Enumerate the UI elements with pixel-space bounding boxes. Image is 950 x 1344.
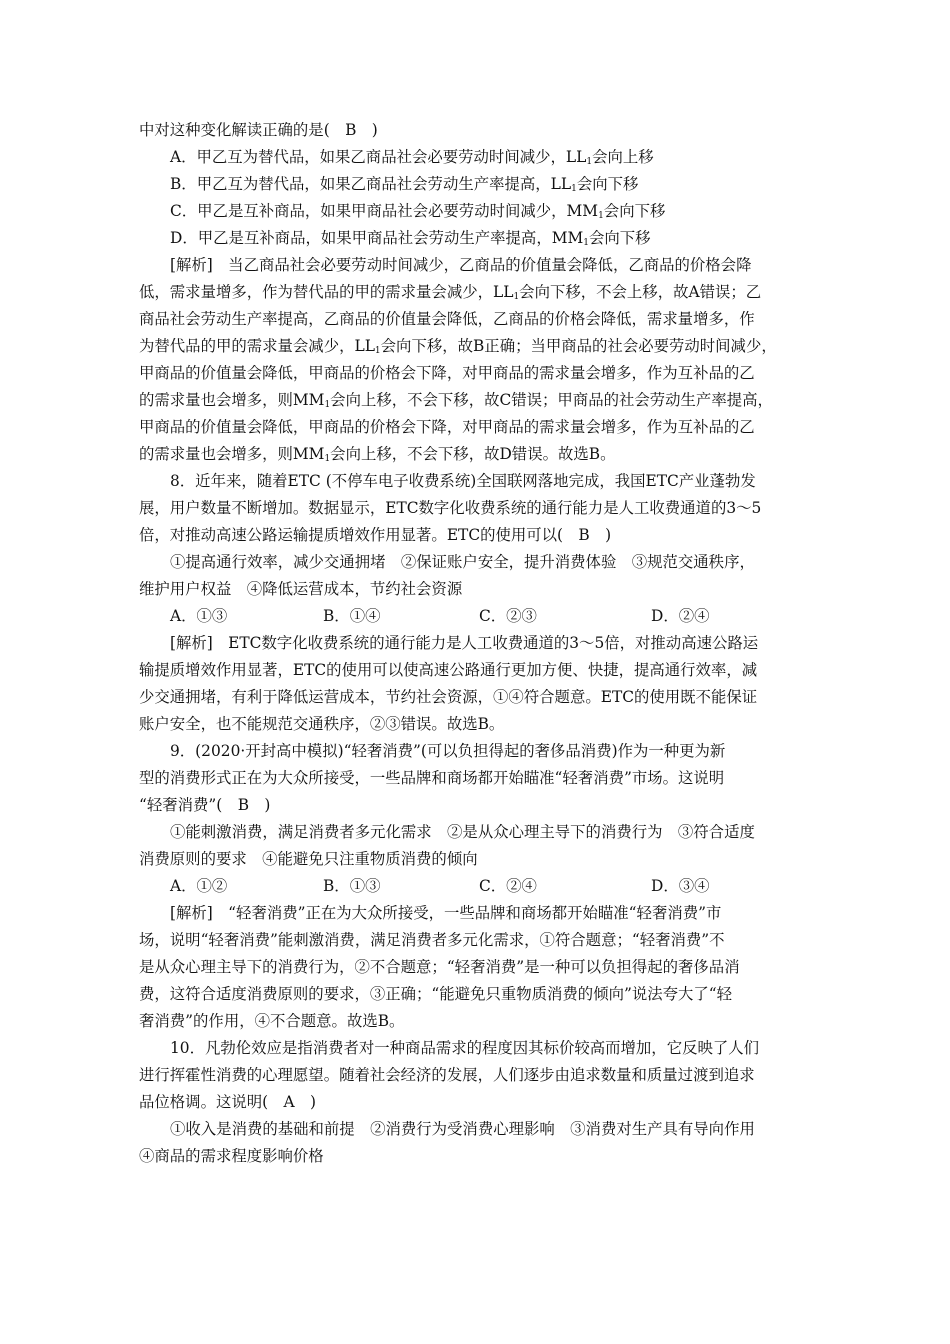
q8-choice-c: C．②③ [479, 607, 537, 625]
q8-stem-line: 倍，对推动高速公路运输提质增效作用显著。ETC的使用可以( B ) [139, 526, 612, 544]
q8-stem-line: 8．近年来，随着ETC (不停车电子收费系统)全国联网落地完成，我国ETC产业蓬勃发 [170, 472, 756, 490]
q8-choices [170, 603, 817, 630]
q10-stem-line: 进行挥霍性消费的心理愿望。随着社会经济的发展，人们逐步由追求数量和质量过渡到追求 [139, 1066, 755, 1084]
q9-analysis-line: 是从众心理主导下的消费行为，②不合题意；“轻奢消费”是一种可以负担得起的奢侈品消 [139, 958, 740, 976]
q9-stem-line: 型的消费形式正在为大众所接受，一些品牌和商场都开始瞄准“轻奢消费”市场。这说明 [139, 769, 725, 787]
q7-analysis-line: 的需求量也会增多，则$MM_1$会向上移，不会下移，故C错误；甲商品的社会劳动生产率提高， [139, 391, 773, 410]
q7-option-c: C．甲乙是互补商品，如果甲商品社会必要劳动时间减少，$MM_1$会向下移 [170, 202, 666, 221]
q7-option-b: B．甲乙互为替代品，如果乙商品社会劳动生产率提高，$LL_1$会向下移 [170, 175, 639, 194]
q10-stem-line: 品位格调。这说明( A ) [139, 1093, 317, 1111]
q8-stem-line: 展，用户数量不断增加。数据显示，ETC数字化收费系统的通行能力是人工收费通道的3～5 [139, 499, 762, 517]
q8-choice-b: B．①④ [323, 607, 381, 625]
q10-stem-line: 10．凡勃伦效应是指消费者对一种商品需求的程度因其标价较高而增加，它反映了人们 [170, 1039, 760, 1057]
q9-choice-b: B．①③ [323, 877, 381, 895]
q7-analysis-line: 甲商品的价值量会降低，甲商品的价格会下降，对甲商品的需求量会增多，作为互补品的乙 [139, 364, 755, 382]
q8-items-line: 维护用户权益 ④降低运营成本，节约社会资源 [139, 580, 463, 598]
q8-analysis-line: 输提质增效作用显著，ETC的使用可以使高速公路通行更加方便、快捷，提高通行效率，减 [139, 661, 758, 679]
q9-analysis-line: 奢消费”的作用，④不合题意。故选B。 [139, 1012, 405, 1030]
q9-analysis-line: 费，这符合适度消费原则的要求，③正确；“能避免只重物质消费的倾向”说法夸大了“轻 [139, 985, 733, 1003]
q8-choice-d: D．②④ [651, 607, 710, 625]
q8-analysis-line: 少交通拥堵，有利于降低运营成本，节约社会资源，①④符合题意。ETC的使用既不能保证 [139, 688, 758, 706]
q9-items-line: 消费原则的要求 ④能避免只注重物质消费的倾向 [139, 850, 478, 868]
q7-analysis-line: 为替代品的甲的需求量会减少，$LL_1$会向下移，故B正确；当甲商品的社会必要劳动时间减少， [139, 337, 777, 356]
q9-choice-c: C．②④ [479, 877, 537, 895]
q7-analysis-line: 低，需求量增多，作为替代品的甲的需求量会减少，$LL_1$会向下移，不会上移，故A错误；乙 [139, 283, 762, 302]
q10-items-line: ①收入是消费的基础和前提 ②消费行为受消费心理影响 ③消费对生产具有导向作用 [170, 1120, 755, 1138]
q7-analysis-line: 甲商品的价值量会降低，甲商品的价格会下降，对甲商品的需求量会增多，作为互补品的乙 [139, 418, 755, 436]
q7-stem: 中对这种变化解读正确的是( B ) [139, 121, 378, 139]
q7-analysis-line: [解析] 当乙商品社会必要劳动时间减少，乙商品的价值量会降低，乙商品的价格会降 [170, 256, 752, 274]
q9-stem-line: 9．(2020·开封高中模拟)“轻奢消费”(可以负担得起的奢侈品消费)作为一种更为新 [170, 742, 726, 760]
q8-items-line: ①提高通行效率，减少交通拥堵 ②保证账户安全，提升消费体验 ③规范交通秩序， [170, 553, 755, 571]
q10-items-line: ④商品的需求程度影响价格 [139, 1147, 324, 1165]
q8-choice-a: A．①③ [170, 607, 228, 625]
q9-analysis-line: [解析] “轻奢消费”正在为大众所接受，一些品牌和商场都开始瞄准“轻奢消费”市 [170, 904, 722, 922]
q9-choices [170, 873, 817, 900]
q8-analysis-line: [解析] ETC数字化收费系统的通行能力是人工收费通道的3～5倍，对推动高速公路运 [170, 634, 759, 652]
q7-option-d: D．甲乙是互补商品，如果甲商品社会劳动生产率提高，$MM_1$会向下移 [170, 229, 651, 248]
q9-choice-a: A．①② [170, 877, 228, 895]
q9-items-line: ①能刺激消费，满足消费者多元化需求 ②是从众心理主导下的消费行为 ③符合适度 [170, 823, 755, 841]
q8-analysis-line: 账户安全，也不能规范交通秩序，②③错误。故选B。 [139, 715, 505, 733]
q7-option-a: A．甲乙互为替代品，如果乙商品社会必要劳动时间减少，$LL_1$会向上移 [170, 148, 654, 167]
q9-stem-line: “轻奢消费”( B ) [139, 796, 271, 814]
q9-analysis-line: 场，说明“轻奢消费”能刺激消费，满足消费者多元化需求，①符合题意；“轻奢消费”不 [139, 931, 725, 949]
q9-choice-d: D．③④ [651, 877, 710, 895]
q7-analysis-line: 的需求量也会增多，则$MM_1$会向上移，不会下移，故D错误。故选B。 [139, 445, 616, 464]
q7-analysis-line: 商品社会劳动生产率提高，乙商品的价值量会降低，乙商品的价格会降低，需求量增多，作 [139, 310, 755, 328]
